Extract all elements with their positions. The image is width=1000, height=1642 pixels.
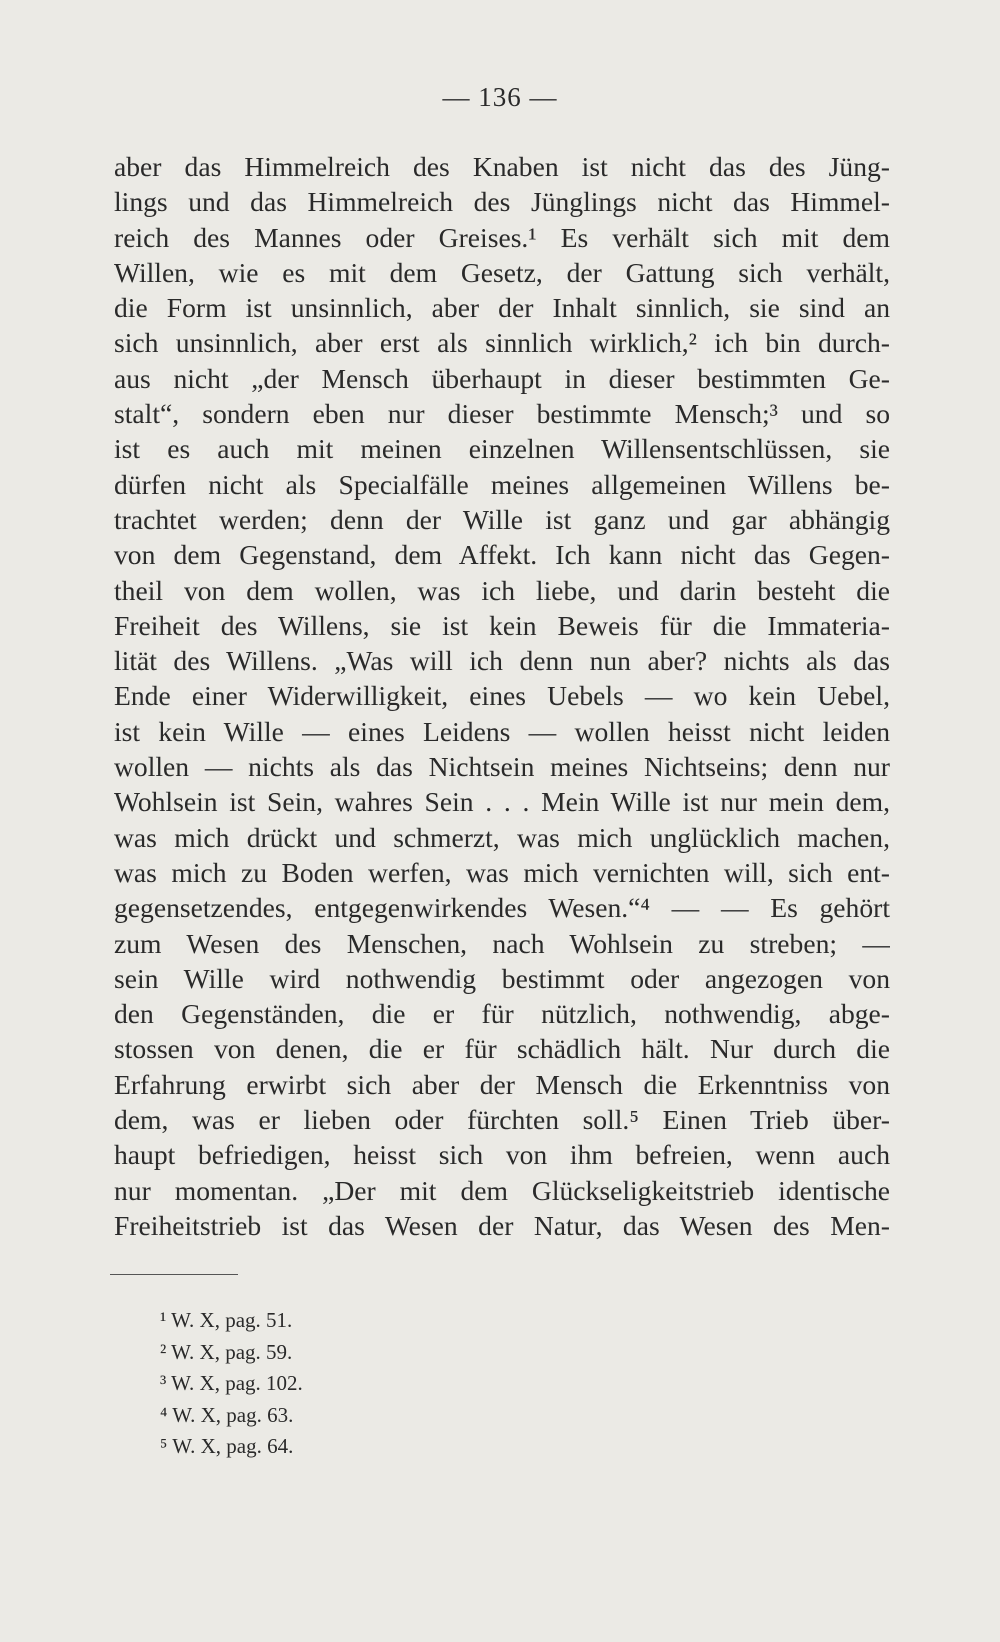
text-line: dem, was er lieben oder fürchten soll.⁵ Einen Trieb über-: [114, 1104, 890, 1136]
footnote-divider: [110, 1274, 238, 1275]
text-line: sich unsinnlich, aber erst als sinnlich wirklich,² ich bin durch-: [114, 327, 890, 359]
text-line: gegensetzendes, entgegenwirkendes Wesen.“⁴ — — Es gehört: [114, 892, 890, 924]
footnote: ¹ W. X, pag. 51.: [160, 1308, 293, 1332]
text-line: wollen — nichts als das Nichtsein meines Nichtseins; denn nur: [114, 751, 890, 783]
footnote: ² W. X, pag. 59.: [160, 1339, 293, 1364]
text-line: haupt befriedigen, heisst sich von ihm befreien, wenn auch: [114, 1139, 890, 1171]
footnote: ⁵ W. X, pag. 64.: [160, 1434, 294, 1458]
text-line: trachtet werden; denn der Wille ist ganz und gar abhängig: [114, 503, 890, 535]
footnote: ⁴ W. X, pag. 63.: [160, 1402, 294, 1427]
text-line: Freiheitstrieb ist das Wesen der Natur, das Wesen des Men-: [114, 1209, 890, 1241]
text-line: Ende einer Widerwilligkeit, eines Uebels — wo kein Uebel,: [114, 680, 890, 712]
text-line: lität des Willens. „Was will ich denn nun aber? nichts als das: [114, 645, 890, 677]
text-line: aus nicht „der Mensch überhaupt in dieser bestimmten Ge-: [114, 362, 890, 394]
text-line: ist kein Wille — eines Leidens — wollen heisst nicht leiden: [114, 715, 890, 747]
text-line: stalt“, sondern eben nur dieser bestimmte Mensch;³ und so: [114, 398, 890, 430]
text-line: nur momentan. „Der mit dem Glückseligkeitstrieb identische: [114, 1174, 890, 1206]
text-line: stossen von denen, die er für schädlich hält. Nur durch die: [114, 1033, 890, 1065]
text-line: sein Wille wird nothwendig bestimmt oder angezogen von: [114, 962, 890, 994]
body-text: [114, 149, 890, 1243]
text-line: ist es auch mit meinen einzelnen Willensentschlüssen, sie: [114, 433, 890, 465]
text-line: Freiheit des Willens, sie ist kein Beweis für die Immateria-: [114, 609, 890, 641]
text-line: zum Wesen des Menschen, nach Wohlsein zu streben; —: [114, 927, 890, 959]
text-line: was mich zu Boden werfen, was mich vernichten will, sich ent-: [114, 856, 890, 888]
page-number: — 136 —: [442, 82, 558, 112]
text-line: von dem Gegenstand, dem Affekt. Ich kann nicht das Gegen-: [114, 539, 890, 571]
footnote: ³ W. X, pag. 102.: [160, 1371, 303, 1395]
text-line: lings und das Himmelreich des Jünglings nicht das Himmel-: [114, 186, 890, 218]
text-line: was mich drückt und schmerzt, was mich unglücklich machen,: [114, 821, 890, 853]
text-line: Willen, wie es mit dem Gesetz, der Gattung sich verhält,: [114, 256, 890, 288]
text-line: aber das Himmelreich des Knaben ist nicht das des Jüng-: [114, 151, 890, 182]
footnotes: [160, 1305, 303, 1463]
text-line: dürfen nicht als Specialfälle meines allgemeinen Willens be-: [114, 468, 890, 500]
text-line: Wohlsein ist Sein, wahres Sein . . . Mein Wille ist nur mein dem,: [114, 786, 890, 818]
text-line: die Form ist unsinnlich, aber der Inhalt sinnlich, sie sind an: [114, 292, 890, 324]
text-line: den Gegenständen, die er für nützlich, nothwendig, abge-: [114, 998, 890, 1030]
text-line: Erfahrung erwirbt sich aber der Mensch die Erkenntniss von: [114, 1068, 890, 1100]
text-line: theil von dem wollen, was ich liebe, und darin besteht die: [114, 574, 890, 606]
text-line: reich des Mannes oder Greises.¹ Es verhält sich mit dem: [114, 221, 890, 253]
